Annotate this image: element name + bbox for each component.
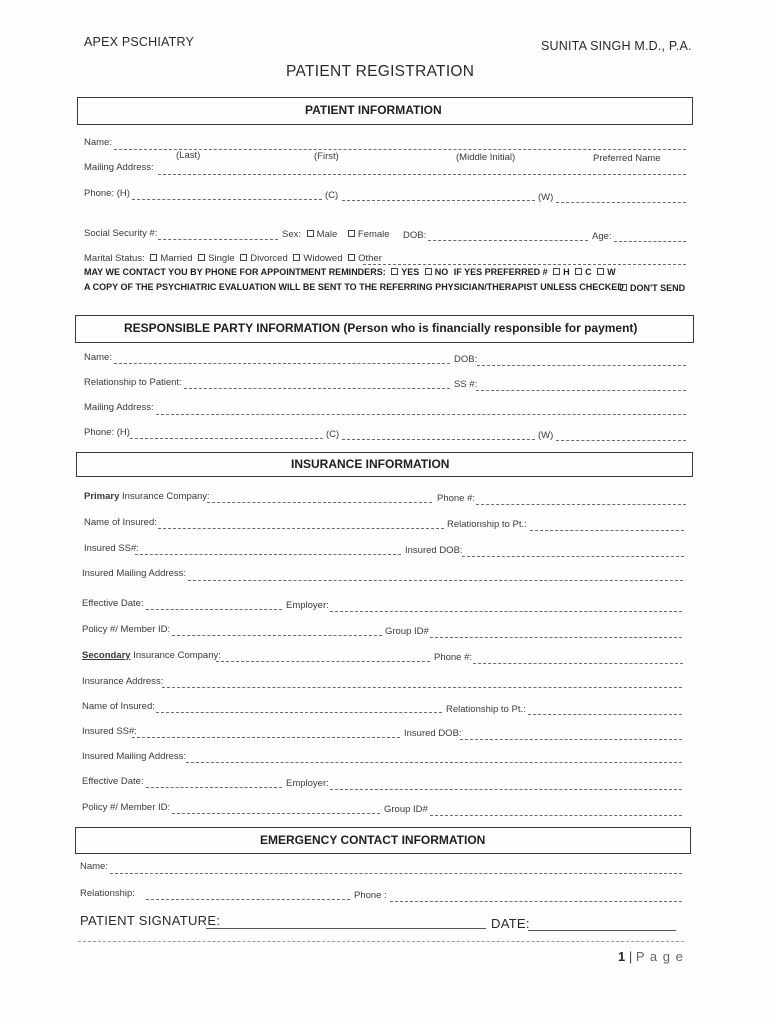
divorced-checkbox[interactable] — [240, 254, 247, 261]
divorced-label: Divorced — [250, 253, 288, 264]
secondary-company-field[interactable] — [216, 661, 430, 662]
secondary-employer-field[interactable] — [330, 789, 682, 790]
phone-cell-field[interactable] — [342, 200, 535, 201]
signature-date-label: DATE: — [491, 916, 530, 931]
ssn-label: Social Security #: — [84, 228, 158, 239]
rp-relationship-field[interactable] — [184, 388, 450, 389]
preferred-home-checkbox[interactable] — [553, 268, 560, 275]
preferred-work-checkbox[interactable] — [597, 268, 604, 275]
primary-insured-ss-field[interactable] — [135, 554, 401, 555]
secondary-insured-ss-label: Insured SS#: — [82, 726, 137, 737]
secondary-policy-label: Policy #/ Member ID: — [82, 802, 171, 813]
preferred-cell-checkbox[interactable] — [575, 268, 582, 275]
phone-work-field[interactable] — [556, 202, 686, 203]
primary-insured-dob-label: Insured DOB: — [405, 545, 463, 556]
primary-insured-name-label: Name of Insured: — [84, 517, 157, 528]
ec-name-label: Name: — [80, 861, 108, 872]
secondary-insured-mailing-field[interactable] — [186, 762, 682, 763]
name-label: Name: — [84, 137, 112, 148]
rp-name-label: Name: — [84, 352, 112, 363]
secondary-insured-name-label: Name of Insured: — [82, 701, 155, 712]
secondary-effective-date-field[interactable] — [146, 787, 282, 788]
patient-signature-field[interactable] — [206, 928, 486, 929]
secondary-policy-field[interactable] — [172, 813, 380, 814]
contact-yes-checkbox[interactable] — [391, 268, 398, 275]
rp-mailing-label: Mailing Address: — [84, 402, 154, 413]
primary-company-label: Insurance Company: — [122, 491, 210, 502]
rp-phone-cell-label: (C) — [326, 429, 340, 440]
evaluation-copy-note: A COPY OF THE PSYCHIATRIC EVALUATION WILL BE SENT TO THE REFERRING PHYSICIAN/THERAPIST UNLESS CHECKED — [84, 282, 624, 292]
practice-name: APEX PSCHIATRY — [84, 35, 195, 49]
secondary-address-field[interactable] — [162, 687, 682, 688]
primary-relationship-field[interactable] — [530, 530, 684, 531]
primary-relationship-label: Relationship to Pt.: — [447, 519, 527, 530]
secondary-phone-field[interactable] — [473, 663, 683, 664]
ssn-field[interactable] — [158, 239, 278, 240]
dont-send-checkbox[interactable] — [620, 284, 627, 291]
primary-group-label: Group ID# — [385, 626, 429, 637]
sex-group — [282, 229, 390, 240]
emergency-title: EMERGENCY CONTACT INFORMATION — [260, 833, 486, 847]
secondary-effective-date-label: Effective Date: — [82, 776, 144, 787]
rp-phone-work-label: (W) — [538, 430, 554, 441]
primary-effective-date-label: Effective Date: — [82, 598, 144, 609]
footer-divider — [78, 941, 684, 942]
rp-dob-field[interactable] — [477, 365, 686, 366]
primary-insured-mailing-label: Insured Mailing Address: — [82, 568, 187, 579]
patient-signature-label: PATIENT SIGNATURE: — [80, 913, 221, 928]
secondary-word: Secondary — [82, 650, 131, 661]
secondary-company-label: Insurance Company: — [133, 650, 221, 661]
responsible-party-title: RESPONSIBLE PARTY INFORMATION (Person who is financially responsible for payment) — [124, 321, 638, 335]
secondary-relationship-field[interactable] — [528, 714, 682, 715]
ec-phone-label: Phone : — [354, 890, 387, 901]
contact-no-checkbox[interactable] — [425, 268, 432, 275]
primary-company-label-group — [84, 491, 210, 502]
secondary-employer-label: Employer: — [286, 778, 329, 789]
primary-insured-mailing-field[interactable] — [188, 580, 683, 581]
primary-policy-label: Policy #/ Member ID: — [82, 624, 171, 635]
contact-yes-label: YES — [401, 267, 420, 277]
contact-question: MAY WE CONTACT YOU BY PHONE FOR APPOINTMENT REMINDERS: — [84, 267, 386, 277]
primary-policy-field[interactable] — [172, 635, 382, 636]
doctor-name: SUNITA SINGH M.D., P.A. — [541, 39, 692, 53]
primary-insured-dob-field[interactable] — [462, 556, 684, 557]
signature-date-field[interactable] — [528, 930, 676, 931]
contact-permission-group — [84, 267, 616, 277]
primary-company-field[interactable] — [207, 502, 432, 503]
rp-relationship-label: Relationship to Patient: — [84, 377, 182, 388]
primary-employer-field[interactable] — [330, 611, 682, 612]
rp-phone-home-label: Phone: (H) — [84, 427, 130, 438]
secondary-phone-label: Phone #: — [434, 652, 473, 663]
married-label: Married — [160, 253, 193, 264]
preferred-name-caption: Preferred Name — [593, 153, 661, 164]
dont-send-group — [617, 283, 685, 293]
single-checkbox[interactable] — [198, 254, 205, 261]
primary-group-field[interactable] — [430, 637, 682, 638]
rp-phone-cell-field[interactable] — [342, 439, 535, 440]
dont-send-label: DON'T SEND — [630, 283, 686, 293]
secondary-group-field[interactable] — [430, 815, 682, 816]
male-label: Male — [316, 229, 338, 240]
mailing-address-field[interactable] — [158, 174, 686, 175]
page-number-value: 1 — [618, 949, 626, 964]
mailing-address-label: Mailing Address: — [84, 162, 154, 173]
primary-phone-label: Phone #: — [437, 493, 476, 504]
rp-mailing-field[interactable] — [156, 414, 686, 415]
preferred-cell-label: C — [585, 267, 592, 277]
secondary-relationship-label: Relationship to Pt.: — [446, 704, 526, 715]
age-label: Age: — [592, 231, 612, 242]
rp-phone-work-field[interactable] — [556, 440, 686, 441]
contact-no-label: NO — [434, 267, 449, 277]
primary-phone-field[interactable] — [476, 504, 686, 505]
form-title: PATIENT REGISTRATION — [286, 63, 475, 80]
secondary-insured-dob-field[interactable] — [460, 739, 682, 740]
dob-field[interactable] — [428, 240, 588, 241]
secondary-group-label: Group ID# — [384, 804, 428, 815]
female-label: Female — [357, 229, 390, 240]
phone-cell-label: (C) — [325, 190, 339, 201]
primary-employer-label: Employer: — [286, 600, 329, 611]
first-name-caption: (First) — [314, 151, 339, 162]
marital-status-label: Marital Status: — [84, 253, 145, 264]
patient-info-title: PATIENT INFORMATION — [305, 103, 442, 117]
primary-effective-date-field[interactable] — [146, 609, 282, 610]
ec-name-field[interactable] — [110, 873, 682, 874]
married-checkbox[interactable] — [150, 254, 157, 261]
page-word: P a g e — [635, 949, 684, 964]
secondary-insured-ss-field[interactable] — [132, 737, 400, 738]
primary-word: Primary — [84, 491, 120, 502]
rp-ss-label: SS #: — [454, 379, 478, 390]
rp-ss-field[interactable] — [476, 390, 686, 391]
rp-name-field[interactable] — [114, 363, 450, 364]
phone-home-field[interactable] — [132, 199, 322, 200]
secondary-insured-mailing-label: Insured Mailing Address: — [82, 751, 187, 762]
secondary-company-label-group — [82, 650, 221, 661]
preferred-number-label: IF YES PREFERRED # — [453, 267, 548, 277]
other-checkbox[interactable] — [348, 254, 355, 261]
page-number: 1 | P a g e — [618, 949, 684, 964]
last-name-caption: (Last) — [176, 150, 201, 161]
preferred-home-label: H — [563, 267, 570, 277]
dob-label: DOB: — [403, 230, 427, 241]
other-label: Other — [358, 253, 382, 264]
primary-insured-ss-label: Insured SS#: — [84, 543, 139, 554]
secondary-insured-name-field[interactable] — [156, 712, 442, 713]
rp-phone-home-field[interactable] — [130, 438, 323, 439]
widowed-label: Widowed — [303, 253, 343, 264]
single-label: Single — [208, 253, 235, 264]
phone-work-label: (W) — [538, 192, 554, 203]
insurance-title: INSURANCE INFORMATION — [291, 457, 450, 471]
widowed-checkbox[interactable] — [293, 254, 300, 261]
sex-label: Sex: — [282, 229, 302, 240]
preferred-work-label: W — [607, 267, 616, 277]
primary-insured-name-field[interactable] — [158, 528, 444, 529]
male-checkbox[interactable] — [307, 230, 314, 237]
age-field[interactable] — [614, 241, 686, 242]
ec-phone-field[interactable] — [390, 901, 682, 902]
female-checkbox[interactable] — [348, 230, 355, 237]
secondary-address-label: Insurance Address: — [82, 676, 164, 687]
middle-initial-caption: (Middle Initial) — [456, 152, 516, 163]
ec-relationship-field[interactable] — [146, 899, 350, 900]
other-marital-field[interactable] — [363, 264, 686, 265]
phone-home-label: Phone: (H) — [84, 188, 130, 199]
rp-dob-label: DOB: — [454, 354, 478, 365]
secondary-insured-dob-label: Insured DOB: — [404, 728, 462, 739]
marital-status-group — [84, 253, 382, 264]
ec-relationship-label: Relationship: — [80, 888, 135, 899]
